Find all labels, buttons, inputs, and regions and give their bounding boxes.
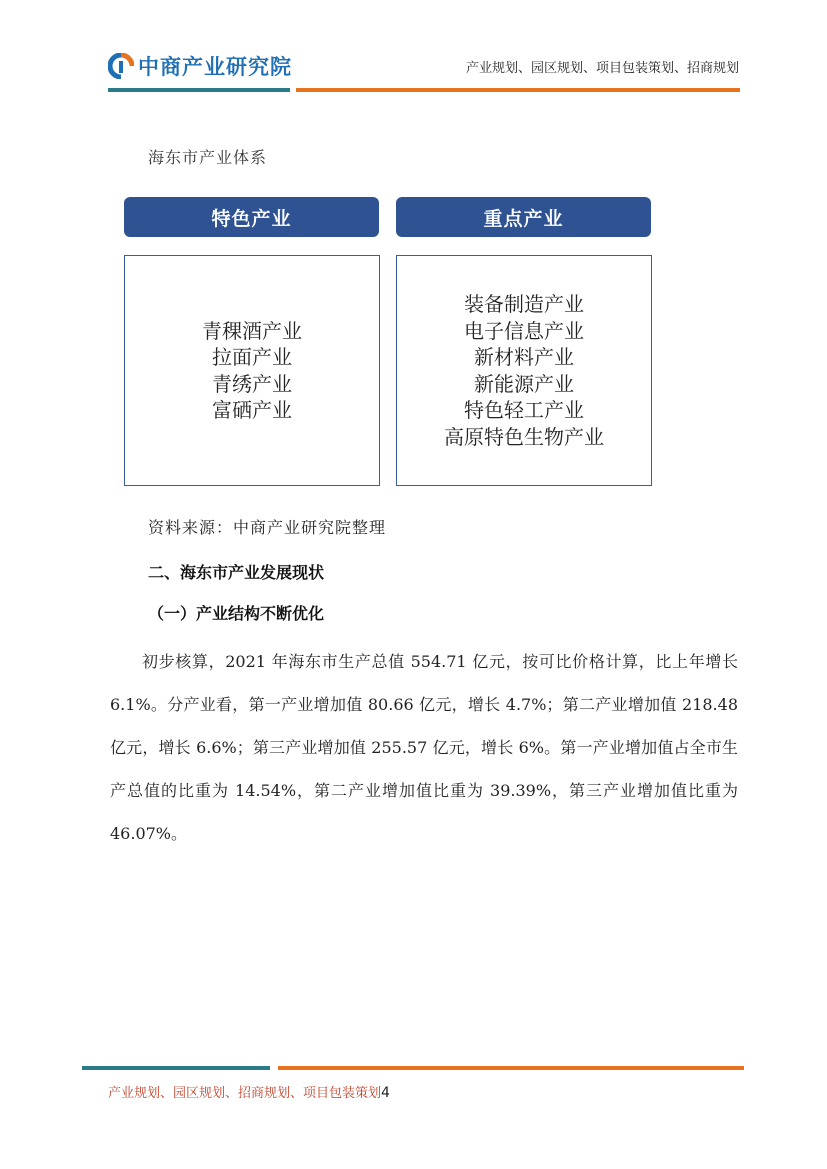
- header-rule-teal: [108, 88, 290, 92]
- industry-item: 电子信息产业: [464, 318, 584, 343]
- industry-item: 拉面产业: [212, 345, 292, 369]
- industry-item: 装备制造产业: [464, 292, 584, 316]
- industry-item: 青绣产业: [212, 371, 292, 396]
- footer-rule-orange: [278, 1066, 744, 1070]
- footer: [108, 1082, 390, 1101]
- page-number: 4: [381, 1085, 390, 1101]
- industry-item: 特色轻工产业: [464, 398, 584, 422]
- footer-rule-teal: [82, 1066, 270, 1070]
- section-heading: 二、海东市产业发展现状: [148, 563, 325, 582]
- subsection-heading: （一）产业结构不断优化: [148, 604, 325, 623]
- header-tagline: 产业规划、园区规划、项目包装策划、招商规划: [465, 61, 739, 76]
- industry-item: 新材料产业: [474, 345, 574, 369]
- brand-logo: [108, 50, 292, 82]
- header-rule-orange: [296, 88, 740, 92]
- industry-item: 新能源产业: [474, 371, 574, 396]
- column-header-key: 重点产业: [396, 197, 651, 237]
- logo-mark-icon: [108, 53, 134, 79]
- industry-item: 富硒产业: [212, 398, 292, 422]
- source-note: 资料来源：中商产业研究院整理: [148, 518, 387, 537]
- diagram-caption: 海东市产业体系: [148, 148, 268, 167]
- industry-item: 青稞酒产业: [202, 318, 302, 343]
- column-header-featured: 特色产业: [124, 197, 379, 237]
- footer-tagline: 产业规划、园区规划、招商规划、项目包装策划: [108, 1086, 382, 1101]
- column-box-featured: [124, 255, 380, 486]
- column-box-key: [396, 255, 652, 486]
- industry-item: 高原特色生物产业: [444, 424, 604, 449]
- logo-text: 中商产业研究院: [138, 55, 292, 79]
- body-paragraph: 初步核算，2021 年海东市生产总值 554.71 亿元，按可比价格计算，比上年增长 6.1%。分产业看，第一产业增加值 80.66 亿元，增长 4.7%；第二产业增加值 218.48 亿元，增长 6.6%；第三产业增加值 255.57 亿元，增长 6%。第一产业增加值占全市生产总值的比重为 14.54%，第二产业增加值比重为 39.39%，第三产业增加值比重为 46.07%。: [110, 652, 738, 843]
